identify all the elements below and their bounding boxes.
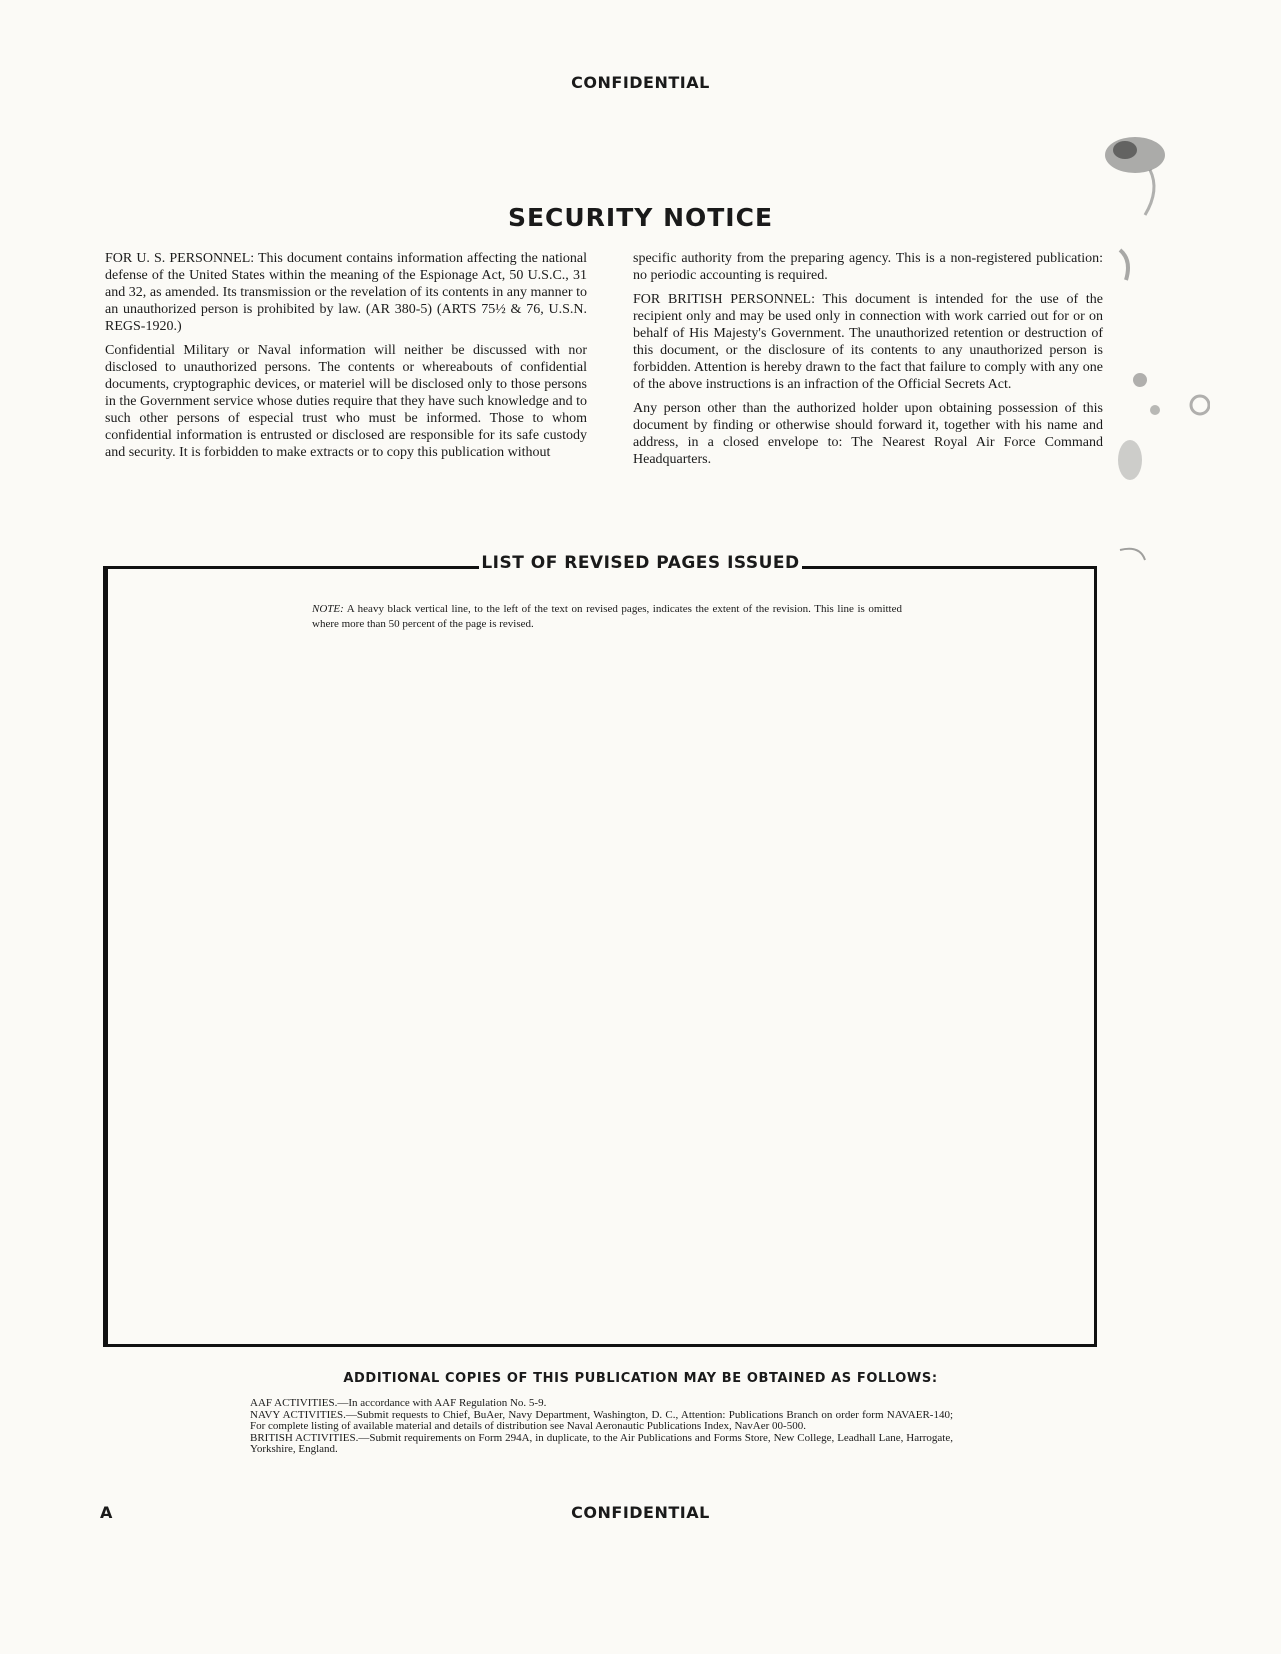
british-activities-item: BRITISH ACTIVITIES.—Submit requirements on Form 294A, in duplicate, to the Air Publications and Forms Store, New College, Leadhall Lane, Harrogate, Yorkshire, England. — [250, 1432, 953, 1455]
authority-paragraph: specific authority from the preparing agency. This is a non-registered publication: no periodic accounting is required. — [633, 251, 1103, 283]
page-letter: A — [100, 1503, 113, 1522]
british-personnel-paragraph: FOR BRITISH PERSONNEL: This document is intended for the use of the recipient only and may be used only in connection with work carried out for or on behalf of His Majesty's Government. The unauthorized retention or destruction of this document, or the disclosure of its contents to any unauthorized person is forbidden. Attention is hereby drawn to the fact that failure to comply with any one of the above instructions is an infraction of the Official Secrets Act. — [633, 292, 1103, 392]
security-notice-left-column — [105, 250, 587, 468]
additional-copies-list — [250, 1398, 953, 1456]
revised-pages-heading-wrap — [0, 553, 1281, 573]
security-notice-title: SECURITY NOTICE — [507, 203, 774, 232]
found-document-paragraph: Any person other than the authorized holder upon obtaining possession of this document by finding or otherwise should forward it, together with his name and address, in a closed envelope to: The Nearest Royal Air Force Command Headquarters. — [633, 401, 1103, 467]
margin-smudge-marks — [1100, 130, 1210, 650]
security-notice-right-column — [633, 250, 1103, 475]
additional-copies-heading: ADDITIONAL COPIES OF THIS PUBLICATION MAY BE OBTAINED AS FOLLOWS: — [343, 1371, 938, 1386]
us-personnel-paragraph: FOR U. S. PERSONNEL: This document contains information affecting the national defense of the United States within the meaning of the Espionage Act, 50 U.S.C., 31 and 32, as amended. Its transmission or the revelation of its contents in any manner to an unauthorized person is prohibited by law. (AR 380-5) (ARTS 75½ & 76, U.S.N. REGS-1920.) — [105, 251, 587, 334]
revised-note-label: NOTE: — [312, 603, 344, 615]
revised-pages-note — [312, 602, 902, 632]
revised-note-text: A heavy black vertical line, to the left of the text on revised pages, indicates the extent of the revision. This line is omitted where more than 50 percent of the page is revised. — [312, 603, 902, 630]
revised-pages-box — [103, 566, 1097, 1347]
footer-classification: CONFIDENTIAL — [571, 1503, 710, 1522]
aaf-activities-item: AAF ACTIVITIES.—In accordance with AAF Regulation No. 5-9. — [250, 1397, 547, 1409]
revised-pages-heading: LIST OF REVISED PAGES ISSUED — [481, 553, 800, 573]
confidential-information-paragraph: Confidential Military or Naval information will neither be discussed with nor disclosed to unauthorized persons. The contents or whereabouts of confidential documents, cryptographic devices, or materiel will be disclosed only to those persons in the Government service whose duties require that they have such knowledge and to such other persons of especial trust who must be informed. Those to whom confidential information is entrusted or disclosed are responsible for its safe custody and security. It is forbidden to make extracts or to copy this publication without — [105, 343, 587, 460]
header-classification: CONFIDENTIAL — [571, 73, 710, 92]
navy-activities-item: NAVY ACTIVITIES.—Submit requests to Chief, BuAer, Navy Department, Washington, D. C., Attention: Publications Branch on order form NAVAER-140; For complete listing of available material and details of distribution see Naval Aeronautic Publications Index, NavAer 00-500. — [250, 1409, 953, 1432]
